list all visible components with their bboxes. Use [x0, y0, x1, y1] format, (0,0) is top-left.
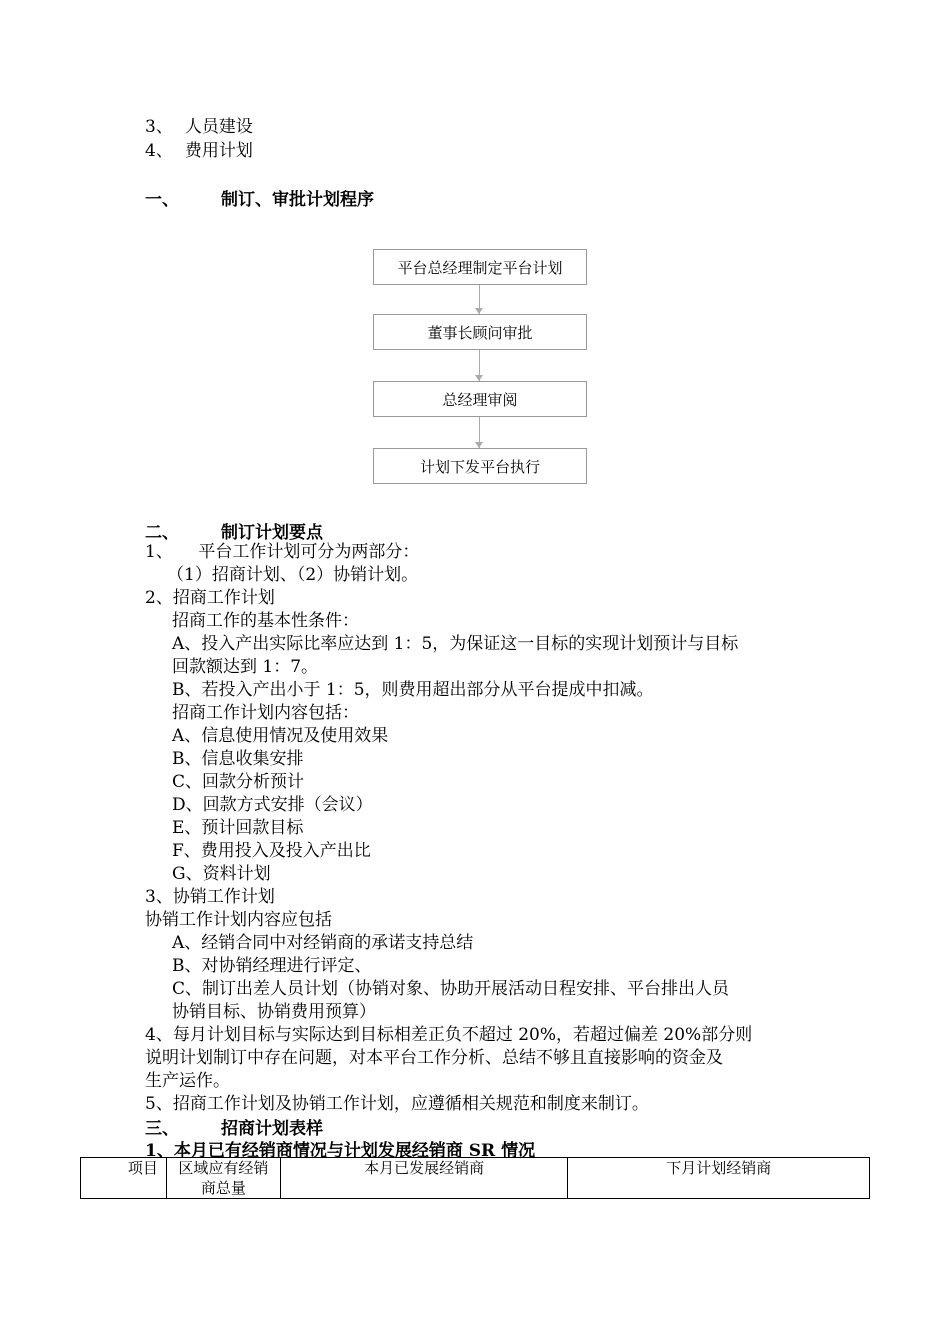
- table-header-cell: [568, 1158, 870, 1199]
- flow-step-4: 计划下发平台执行: [373, 448, 587, 484]
- header-item: 项目: [127, 1159, 158, 1177]
- section-number: 三、: [145, 1119, 179, 1139]
- flow-arrow: [479, 417, 480, 448]
- section-number: 二、: [145, 523, 179, 543]
- paragraph-line: 3、协销工作计划: [145, 887, 275, 907]
- paragraph-line: D、回款方式安排（会议）: [172, 795, 373, 815]
- header-developed: 本月已发展经销商: [364, 1159, 485, 1177]
- paragraph-line: A、经销合同中对经销商的承诺支持总结: [172, 933, 474, 953]
- paragraph-line: 协销工作计划内容应包括: [145, 910, 332, 930]
- list-number: 4、: [145, 141, 173, 161]
- list-item-4: [145, 140, 253, 163]
- paragraph-line: E、预计回款目标: [172, 818, 304, 838]
- paragraph-line: （1）招商计划、（2）协销计划。: [167, 565, 419, 585]
- paragraph-line: 说明计划制订中存在问题，对本平台工作分析、总结不够且直接影响的资金及: [145, 1048, 723, 1068]
- flow-arrow: [479, 350, 480, 381]
- section-heading-2: [145, 518, 323, 543]
- paragraph-line: F、费用投入及投入产出比: [172, 841, 371, 861]
- flow-step-3: 总经理审阅: [373, 381, 587, 417]
- list-number: 3、: [145, 117, 173, 137]
- section-title: 招商计划表样: [221, 1119, 323, 1139]
- paragraph-line: 生产运作。: [145, 1071, 230, 1091]
- section-number: 一、: [145, 190, 179, 210]
- flow-step-2: 董事长顾问审批: [373, 314, 587, 350]
- table-title: 1、本月已有经销商情况与计划发展经销商 SR 情况: [145, 1141, 536, 1161]
- section-title: 制订计划要点: [221, 523, 323, 543]
- section-title: 制订、审批计划程序: [221, 190, 374, 210]
- paragraph-line: 5、招商工作计划及协销工作计划，应遵循相关规范和制度来制订。: [145, 1094, 649, 1114]
- header-region-total: 区域应有经销商总量: [178, 1159, 269, 1197]
- dealer-table: [80, 1157, 870, 1199]
- header-planned: 下月计划经销商: [666, 1159, 772, 1177]
- flow-arrow: [479, 285, 480, 314]
- list-text: 费用计划: [184, 141, 253, 161]
- paragraph-line: 回款额达到 1：7。: [172, 657, 319, 677]
- paragraph-line: B、对协销经理进行评定、: [172, 956, 372, 976]
- paragraph-line: 1、 平台工作计划可分为两部分：: [145, 542, 420, 562]
- paragraph-line: 招商工作计划内容包括：: [172, 703, 359, 723]
- paragraph-line: 2、招商工作计划: [145, 588, 275, 608]
- section-heading-1: [145, 185, 374, 210]
- paragraph-line: B、信息收集安排: [172, 749, 304, 769]
- paragraph-line: C、回款分析预计: [172, 772, 305, 792]
- paragraph-line: 协销目标、协销费用预算）: [172, 1002, 376, 1022]
- table-header-cell: [166, 1158, 280, 1199]
- paragraph-line: G、资料计划: [172, 864, 271, 884]
- paragraph-line: C、制订出差人员计划（协销对象、协助开展活动日程安排、平台排出人员: [172, 979, 730, 999]
- paragraph-line: B、若投入产出小于 1：5，则费用超出部分从平台提成中扣减。: [172, 680, 654, 700]
- paragraph-line: 招商工作的基本性条件：: [172, 611, 359, 631]
- table-header-row: [81, 1158, 870, 1199]
- paragraph-line: 4、每月计划目标与实际达到目标相差正负不超过 20%，若超过偏差 20%部分则: [145, 1025, 753, 1045]
- list-item-3: [145, 116, 253, 139]
- paragraph-line: A、投入产出实际比率应达到 1：5，为保证这一目标的实现计划预计与目标: [172, 634, 739, 654]
- table-header-cell: [81, 1158, 167, 1199]
- flow-step-1: 平台总经理制定平台计划: [373, 249, 587, 285]
- paragraph-line: A、信息使用情况及使用效果: [172, 726, 389, 746]
- table-header-cell: [280, 1158, 568, 1199]
- list-text: 人员建设: [184, 117, 253, 137]
